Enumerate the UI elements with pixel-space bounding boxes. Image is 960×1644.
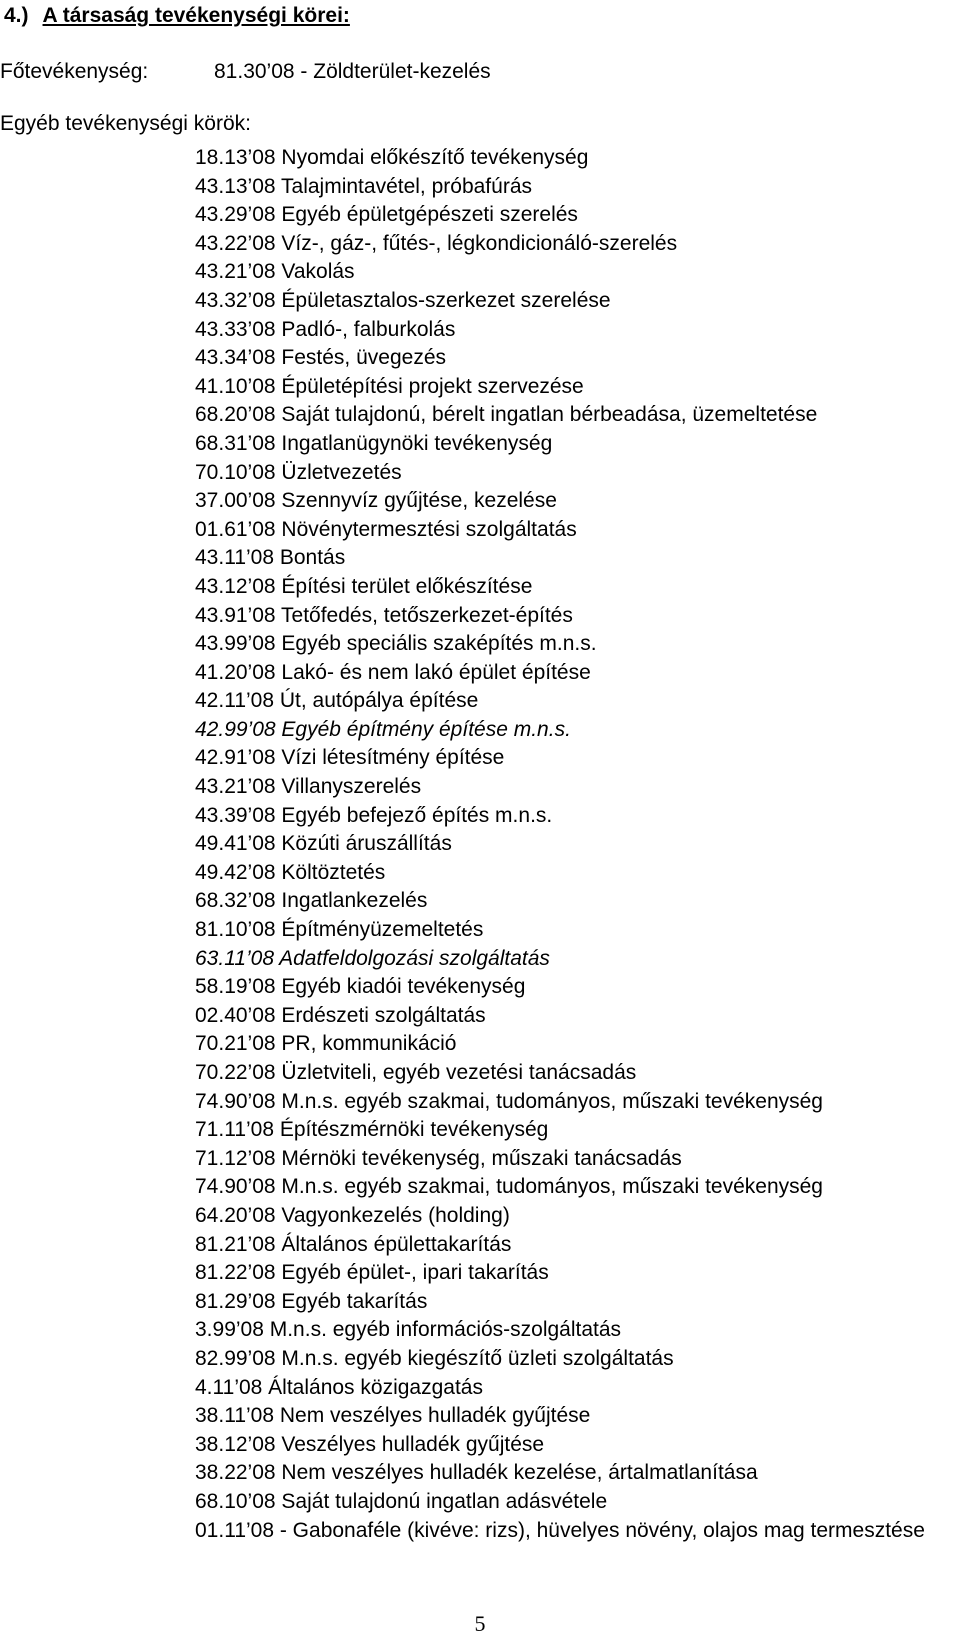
- activity-item: 74.90’08 M.n.s. egyéb szakmai, tudományos, műszaki tevékenység: [195, 1175, 823, 1199]
- activity-item: 18.13’08 Nyomdai előkészítő tevékenység: [195, 146, 589, 169]
- activity-item: 43.33’08 Padló-, falburkolás: [195, 317, 456, 341]
- activity-item: 70.21’08 PR, kommunikáció: [195, 1032, 457, 1056]
- activity-item: 70.22’08 Üzletviteli, egyéb vezetési tanácsadás: [195, 1061, 637, 1084]
- activity-item: 43.34’08 Festés, üvegezés: [195, 346, 446, 370]
- activity-item: 4.11’08 Általános közigazgatás: [195, 1375, 483, 1399]
- activity-item: 43.91’08 Tetőfedés, tetőszerkezet-építés: [195, 603, 573, 627]
- activity-item: 58.19’08 Egyéb kiadói tevékenység: [195, 975, 526, 999]
- activity-item: 43.21’08 Villanyszerelés: [195, 775, 422, 799]
- activity-item: 38.22’08 Nem veszélyes hulladék kezelése, ártalmatlanítása: [195, 1461, 758, 1485]
- activity-item: 81.22’08 Egyéb épület-, ipari takarítás: [195, 1261, 549, 1285]
- activity-item: 82.99’08 M.n.s. egyéb kiegészítő üzleti szolgáltatás: [195, 1346, 674, 1370]
- main-activity-value: 81.30’08 - Zöldterület-kezelés: [214, 60, 491, 83]
- activity-item: 01.61’08 Növénytermesztési szolgáltatás: [195, 517, 577, 541]
- activity-item: 81.10’08 Építményüzemeltetés: [195, 918, 484, 942]
- section-number: 4.): [4, 4, 29, 27]
- activity-item: 71.11’08 Építészmérnöki tevékenység: [195, 1118, 549, 1142]
- activity-item: 02.40’08 Erdészeti szolgáltatás: [195, 1003, 486, 1027]
- activity-item: 43.99’08 Egyéb speciális szaképítés m.n.s.: [195, 632, 597, 656]
- activity-item: 68.20’08 Saját tulajdonú, bérelt ingatlan bérbeadása, üzemeltetése: [195, 403, 818, 427]
- main-activity-label: Főtevékenység:: [0, 60, 149, 83]
- activity-item: 74.90’08 M.n.s. egyéb szakmai, tudományos, műszaki tevékenység: [195, 1089, 823, 1113]
- activity-item: 42.99’08 Egyéb építmény építése m.n.s.: [195, 717, 571, 741]
- activity-item: 43.12’08 Építési terület előkészítése: [195, 574, 533, 598]
- activity-item: 43.39’08 Egyéb befejező építés m.n.s.: [195, 803, 553, 827]
- activity-item: 43.11’08 Bontás: [195, 546, 346, 570]
- page-number: 5: [474, 1611, 486, 1636]
- activity-item: 38.12’08 Veszélyes hulladék gyűjtése: [195, 1432, 545, 1456]
- activity-item: 63.11’08 Adatfeldolgozási szolgáltatás: [195, 946, 550, 970]
- other-activities-label: Egyéb tevékenységi körök:: [0, 112, 251, 135]
- activity-item: 37.00’08 Szennyvíz gyűjtése, kezelése: [195, 489, 557, 513]
- section-heading: [4, 0, 350, 32]
- activity-item: 43.13’08 Talajmintavétel, próbafúrás: [195, 174, 532, 198]
- activity-item: 42.11’08 Út, autópálya építése: [195, 689, 479, 713]
- activity-item: 43.32’08 Épületasztalos-szerkezet szerelése: [195, 288, 611, 312]
- activity-item: 42.91’08 Vízi létesítmény építése: [195, 746, 505, 770]
- activity-item: 41.10’08 Épületépítési projekt szervezése: [195, 374, 584, 398]
- activity-item: 81.29’08 Egyéb takarítás: [195, 1289, 428, 1313]
- activity-item: 43.21’08 Vakolás: [195, 260, 355, 284]
- activity-item: 38.11’08 Nem veszélyes hulladék gyűjtése: [195, 1404, 591, 1428]
- activity-item: 41.20’08 Lakó- és nem lakó épület építése: [195, 660, 591, 684]
- activity-item: 81.21’08 Általános épülettakarítás: [195, 1232, 512, 1256]
- activity-list: [195, 144, 955, 1545]
- activity-item: 3.99’08 M.n.s. egyéb információs-szolgáltatás: [195, 1318, 622, 1342]
- activity-item: 71.12’08 Mérnöki tevékenység, műszaki tanácsadás: [195, 1146, 682, 1170]
- activity-item: 49.41’08 Közúti áruszállítás: [195, 832, 452, 856]
- activity-item: 68.32’08 Ingatlankezelés: [195, 889, 428, 913]
- main-activity: [0, 54, 491, 90]
- activity-item: 01.11’08 - Gabonaféle (kivéve: rizs), hüvelyes növény, olajos mag termesztése: [195, 1518, 925, 1542]
- activity-item: 70.10’08 Üzletvezetés: [195, 460, 402, 484]
- activity-item: 64.20’08 Vagyonkezelés (holding): [195, 1203, 510, 1227]
- section-title: A társaság tevékenységi körei:: [42, 4, 350, 27]
- activity-item: 43.29’08 Egyéb épületgépészeti szerelés: [195, 203, 578, 227]
- activity-item: 43.22’08 Víz-, gáz-, fűtés-, légkondicionáló-szerelés: [195, 231, 678, 255]
- activity-item: 68.10’08 Saját tulajdonú ingatlan adásvétele: [195, 1489, 608, 1513]
- activity-item: 68.31’08 Ingatlanügynöki tevékenység: [195, 431, 553, 455]
- activity-item: 49.42’08 Költöztetés: [195, 860, 386, 884]
